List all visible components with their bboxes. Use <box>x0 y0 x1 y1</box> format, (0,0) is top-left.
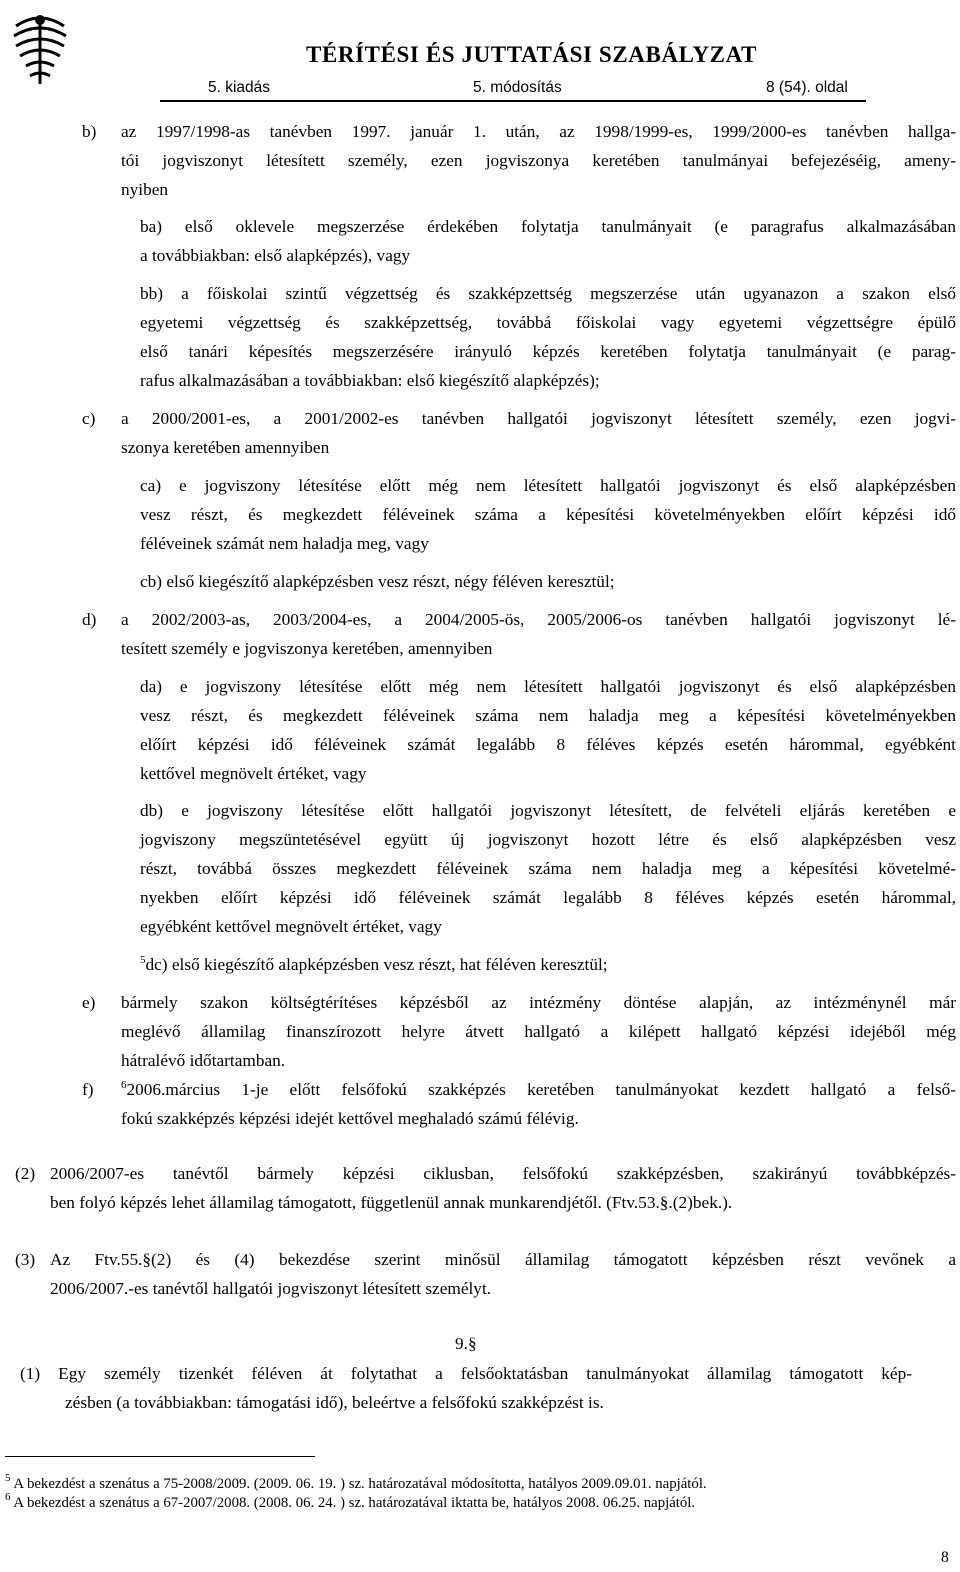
paragraph-line: vesz részt, és megkezdett féléveinek száma nem haladja meg a képesítési követelményekben <box>140 706 956 725</box>
paragraph-line: szonya keretében amennyiben <box>121 438 330 457</box>
item-label-d: d) <box>82 610 97 629</box>
paragraph-line: Az Ftv.55.§(2) és (4) bekezdése szerint minősül államilag támogatott képzésben részt vevőnek a <box>50 1250 956 1269</box>
paragraph-line: hátralévő időtartamban. <box>121 1051 286 1070</box>
edition-label: 5. kiadás <box>208 79 271 96</box>
paragraph-line: kettővel megnövelt értéket, vagy <box>140 764 367 783</box>
modification-label: 5. módosítás <box>473 79 562 96</box>
paragraph-line: első tanári képesítés megszerzésére irányuló képzés keretében folytatja tanulmányait (e parag- <box>140 342 956 361</box>
page-number: 8 <box>941 1549 949 1566</box>
paragraph-line: féléveinek számát nem haladja meg, vagy <box>140 534 429 553</box>
paragraph-line: tói jogviszonyt létesített személy, ezen jogviszonya keretében tanulmányai befejezéséig, ameny- <box>121 151 956 170</box>
paragraph-line: fokú szakképzés képzési idejét kettővel meghaladó számú félévig. <box>121 1109 579 1128</box>
paragraph-line: meglévő államilag finanszírozott helyre átvett hallgató a kilépett hallgató képzési idejéből még <box>121 1022 956 1041</box>
paragraph-line: bb) a főiskolai szintű végzettség és szakképzettség megszerzése után ugyanazon a szakon első <box>140 284 956 303</box>
paragraph-line: egyetemi végzettség és szakképzettség, továbbá főiskolai vagy egyetemi végzettségre épülő <box>140 313 956 332</box>
paragraph-line: egyébként kettővel megnövelt értéket, vagy <box>140 917 442 936</box>
footnote-number: 5 <box>5 1472 11 1484</box>
section-heading: 9.§ <box>455 1334 477 1353</box>
item-label-c: c) <box>82 409 96 428</box>
paragraph-number-3: (3) <box>15 1250 36 1269</box>
paragraph-text: 2006.március 1-je előtt felsőfokú szakképzés keretében tanulmányokat kezdett hallgató a felső- <box>126 1080 956 1099</box>
paragraph-line: az 1997/1998-as tanévben 1997. január 1. után, az 1998/1999-es, 1999/2000-es tanévben hallga- <box>121 122 956 141</box>
paragraph-line: cb) első kiegészítő alapképzésben vesz részt, négy féléven keresztül; <box>140 572 615 591</box>
footnote-text: A bekezdést a szenátus a 67-2007/2008. (2008. 06. 24. ) sz. határozatával iktatta be, hatályos 2008. 06.25. napjától. <box>13 1495 696 1511</box>
footnote-5 <box>5 1474 707 1494</box>
paragraph-line: részt, továbbá összes megkezdett féléveinek száma nem haladja meg a képesítési követelmé- <box>140 859 956 878</box>
paragraph-line: a 2002/2003-as, 2003/2004-es, a 2004/2005-ös, 2005/2006-os tanévben hallgatói jogviszonyt lé- <box>121 610 956 629</box>
footnote-text: A bekezdést a szenátus a 75-2008/2009. (2009. 06. 19. ) sz. határozatával módosította, hatályos 2009.09.01. napjától. <box>13 1476 707 1492</box>
paragraph-line: rafus alkalmazásában a továbbiakban: első kiegészítő alapképzés); <box>140 371 600 390</box>
footnote-ref-6[interactable]: 6 <box>121 1079 127 1091</box>
paragraph-line: (1) Egy személy tizenkét féléven át folytathat a felsőoktatásban tanulmányokat államilag támogatott kép- <box>20 1364 912 1383</box>
paragraph-line: 2006/2007-es tanévtől bármely képzési ciklusban, felsőfokú szakképzésben, szakirányú továbbképzés- <box>50 1164 956 1183</box>
footnote-6 <box>5 1493 695 1513</box>
item-label-b: b) <box>82 122 97 141</box>
paragraph-line: ba) első oklevele megszerzése érdekében folytatja tanulmányait (e paragrafus alkalmazásában <box>140 217 956 236</box>
paragraph-line: a 2000/2001-es, a 2001/2002-es tanévben hallgatói jogviszonyt létesített személy, ezen jogvi- <box>121 409 956 428</box>
footnote-number: 6 <box>5 1491 11 1503</box>
paragraph-line: da) e jogviszony létesítése előtt még nem létesített hallgatói jogviszonyt és első alapképzésben <box>140 677 956 696</box>
header-rule <box>160 100 866 102</box>
paragraph-line: vesz részt, és megkezdett féléveinek száma a képesítési követelményekben előírt képzési idő <box>140 505 956 524</box>
paragraph-line: a továbbiakban: első alapképzés), vagy <box>140 246 411 265</box>
paragraph-line: tesített személy e jogviszonya keretében, amennyiben <box>121 639 493 658</box>
page-label: 8 (54). oldal <box>766 79 848 96</box>
university-logo-icon <box>10 6 70 90</box>
paragraph-number-2: (2) <box>15 1164 36 1183</box>
paragraph-line: bármely szakon költségtérítéses képzésből az intézmény döntése alapján, az intézménynél már <box>121 993 956 1012</box>
item-label-f: f) <box>82 1080 94 1099</box>
paragraph-line: nyekben előírt képzési idő féléveinek számát legalább 8 féléves képzés esetén hárommal, <box>140 888 956 907</box>
footnote-ref-5[interactable]: 5 <box>140 954 146 966</box>
paragraph-line: ben folyó képzés lehet államilag támogatott, függetlenül annak munkarendjétől. (Ftv.53.§.(2)bek.). <box>50 1193 733 1212</box>
paragraph-line: jogviszony megszüntetésével együtt új jogviszonyt hozott létre és első alapképzésben vesz <box>140 830 956 849</box>
paragraph-line: 2006/2007.-es tanévtől hallgatói jogviszonyt létesített személyt. <box>50 1279 492 1298</box>
paragraph-text: dc) első kiegészítő alapképzésben vesz részt, hat féléven keresztül; <box>145 955 608 974</box>
paragraph-line: előírt képzési idő féléveinek számát legalább 8 féléves képzés esetén hárommal, egyébként <box>140 735 956 754</box>
document-title: TÉRÍTÉSI ÉS JUTTATÁSI SZABÁLYZAT <box>306 42 758 67</box>
item-label-e: e) <box>82 993 96 1012</box>
paragraph-line <box>121 1080 956 1100</box>
paragraph-line: ca) e jogviszony létesítése előtt még nem létesített hallgatói jogviszonyt és első alapképzésben <box>140 476 956 495</box>
paragraph-line: db) e jogviszony létesítése előtt hallgatói jogviszonyt létesített, de felvételi eljárás keretében e <box>140 801 956 820</box>
paragraph-line: nyiben <box>121 180 169 199</box>
footnote-separator <box>5 1456 315 1457</box>
paragraph-line <box>140 955 608 975</box>
paragraph-line: zésben (a továbbiakban: támogatási idő), beleértve a felsőfokú szakképzést is. <box>65 1393 604 1412</box>
